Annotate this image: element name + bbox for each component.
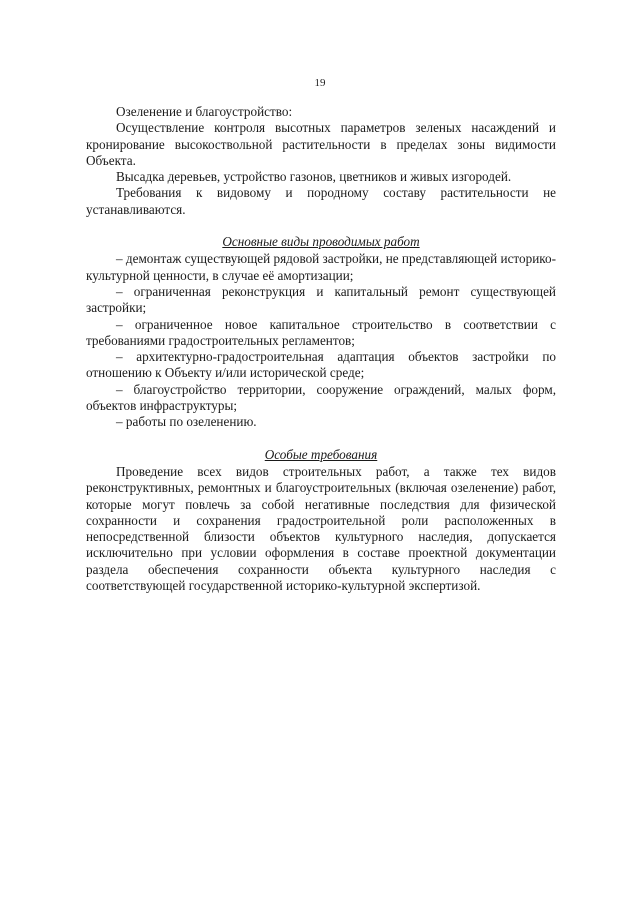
main-works-heading-text: Основные виды проводимых работ [222, 234, 420, 250]
special-requirements-heading [86, 447, 556, 463]
main-works-heading [86, 234, 556, 250]
works-list-item: – работы по озеленению. [116, 414, 257, 430]
works-list-item: – ограниченное новое капитальное строительство в соответствии с требованиями градостроительных регламентов; [86, 316, 556, 348]
works-list-item: – архитектурно-градостроительная адаптация объектов застройки по отношению к Объекту и/или исторической среде; [86, 349, 556, 381]
works-list-item: – демонтаж существующей рядовой застройки, не представляющей историко-культурной ценности, в случае её амортизации; [86, 251, 556, 283]
landscaping-title: Озеленение и благоустройство: [116, 104, 293, 119]
landscaping-paragraph-2: Высадка деревьев, устройство газонов, цветников и живых изгородей. [116, 169, 512, 185]
works-list-item: – благоустройство территории, сооружение ограждений, малых форм, объектов инфраструктуры; [86, 381, 556, 414]
document-body [86, 104, 556, 594]
landscaping-paragraph-1: Осуществление контроля высотных параметров зеленых насаждений и кронирование высокоствольной растительности в пределах зоны видимости Объекта. [86, 120, 556, 168]
works-list-item: – ограниченная реконструкция и капитальный ремонт существующей застройки; [86, 283, 556, 316]
landscaping-paragraph-3: Требования к видовому и породному составу растительности не устанавливаются. [86, 185, 556, 217]
special-requirements-heading-text: Особые требования [264, 446, 378, 462]
special-requirements-paragraph: Проведение всех видов строительных работ, а также тех видов реконструктивных, ремонтных и благоустроительных (включая озеленение) работ, которые могут повлечь за собой негативные последствия для физической сохранности и сохранения градостроительной роли расположенных в непосредственной близости объектов культурного наследия, допускается исключительно при условии оформления в составе проектной документации раздела обеспечения сохранности объекта культурного наследия с соответствующей государственной историко-культурной экспертизой. [86, 463, 556, 594]
page-number: 19 [314, 77, 326, 89]
